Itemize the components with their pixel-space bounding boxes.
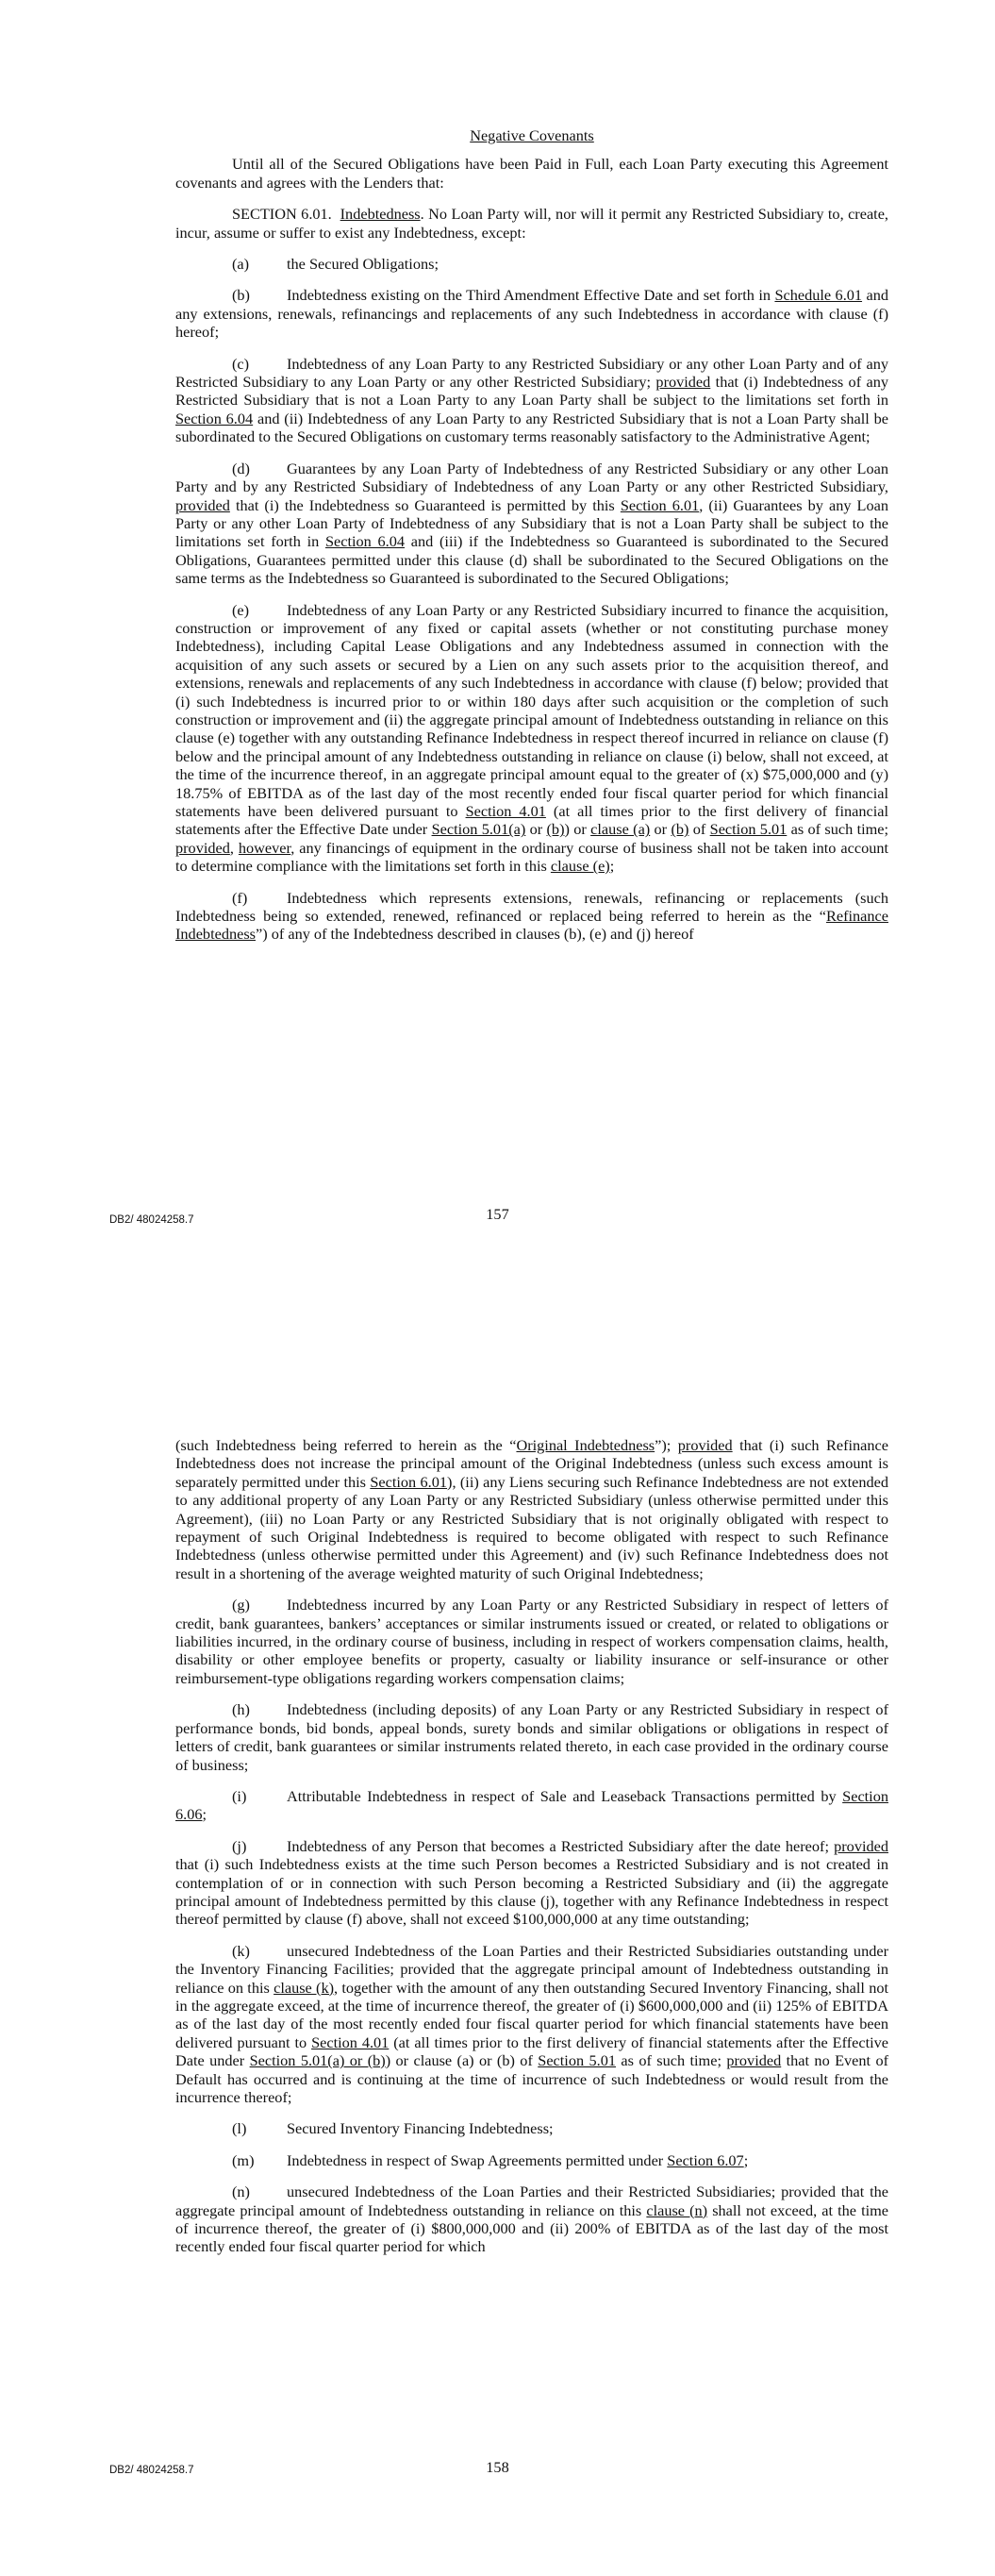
clause-l: (l) Secured Inventory Financing Indebtedness; [232, 2119, 554, 2138]
clause-m: (m) Indebtedness in respect of Swap Agreements permitted under Section 6.07; [232, 2150, 749, 2169]
section-ref: Section 6.04 [175, 409, 254, 427]
clause-c: (c) Indebtedness of any Loan Party to any Restricted Subsidiary or any other Loan Party and of any Restricted Subsidiary to any Loan Party or any other Restricted Subsidiary; provided that (i) Indebtedness of any Restricted Subsidiary that is not a Loan Party to any Loan Party shall be subject to the limitations set forth in Section 6.04 and (ii) Indebtedness of any Loan Party to any Restricted Subsidiary that is not a Loan Party shall be subordinated to the Secured Obligations on customary terms reasonably satisfactory to the Administrative Agent; [175, 354, 888, 446]
clause-f-continued: (such Indebtedness being referred to herein as the “Original Indebtedness”); provided that (i) such Refinance Indebtedness does not increase the principal amount of the Original Indebtedness (unless such excess amount is separately permitted under this Section 6.01), (ii) any Liens securing such Refinance Indebtedness are not extended to any additional property of any Loan Party or any Restricted Subsidiary (unless otherwise permitted under this Agreement), (iii) no Loan Party or any Restricted Subsidiary that is not originally obligated with respect to repayment of such Original Indebtedness is required to become obligated with respect to such Refinance Indebtedness (unless otherwise permitted under this Agreement) and (iv) such Refinance Indebtedness does not result in a shortening of the average weighted maturity of such Original Indebtedness; [175, 1436, 888, 1582]
section-heading: Indebtedness [340, 205, 421, 224]
section-ref: Section 6.07 [667, 2150, 744, 2169]
clause-i: (i) Attributable Indebtedness in respect of Sale and Leaseback Transactions permitted by Section 6.06; [175, 1786, 888, 1824]
page-number: 158 [486, 2458, 509, 2476]
page-body [175, 126, 888, 957]
page-158 [0, 1288, 995, 2576]
section-ref: Section 6.01 [370, 1472, 448, 1491]
intro-paragraph: Until all of the Secured Obligations have been Paid in Full, each Loan Party executing this Agreement covenants and agrees with the Lenders that: [175, 155, 888, 192]
section-ref: Section 6.04 [324, 532, 406, 551]
page-body [175, 1436, 888, 2269]
clause-h: (h) Indebtedness (including deposits) of any Loan Party or any Restricted Subsidiary in respect of performance bonds, bid bonds, appeal bonds, surety bonds and similar obligations or obligations in respect of letters of credit, bank guarantees or similar instruments related thereto, in each case provided in the ordinary course of business; [175, 1700, 888, 1774]
defined-term: Refinance Indebtedness [175, 907, 888, 944]
clause-g: (g) Indebtedness incurred by any Loan Party or any Restricted Subsidiary in respect of letters of credit, bank guarantees, bankers’ acceptances or similar instruments issued or created, or related to obligations or liabilities incurred, in the ordinary course of business, including in respect of workers compensation claims, health, disability or other employee benefits or property, casualty or liability insurance or self-insurance or other reimbursement-type obligations regarding workers compensation claims; [175, 1596, 888, 1687]
section-ref: Section 6.01 [620, 495, 700, 514]
clause-f: (f) Indebtedness which represents extensions, renewals, refinancing or replacements (such Indebtedness being so extended, renewed, refinanced or replaced being referred to herein as the “Refinance Indebtedness”) of any of the Indebtedness described in clauses (b), (e) and (j) hereof [175, 888, 888, 944]
clause-d: (d) Guarantees by any Loan Party of Indebtedness of any Restricted Subsidiary or any other Loan Party and by any Restricted Subsidiary of Indebtedness of any Loan Party or any other Restricted Subsidiary, provided that (i) the Indebtedness so Guaranteed is permitted by this Section 6.01, (ii) Guarantees by any Loan Party or any other Loan Party of Indebtedness of any Subsidiary that is not a Loan Party shall be subject to the limitations set forth in Section 6.04 and (iii) if the Indebtedness so Guaranteed is subordinated to the Secured Obligations, Guarantees permitted under this clause (d) shall be subordinated to the Secured Obligations on the same terms as the Indebtedness so Guaranteed is subordinated to the Secured Obligations; [175, 459, 889, 588]
defined-term: Original Indebtedness [516, 1436, 655, 1454]
section-ref: Section 6.06 [175, 1786, 888, 1824]
section-6-01: SECTION 6.01. Indebtedness. No Loan Party will, nor will it permit any Restricted Subsidiary to, create, incur, assume or suffer to exist any Indebtedness, except: [175, 205, 889, 242]
clause-a: (a) the Secured Obligations; [232, 255, 439, 274]
page-number: 157 [486, 1205, 509, 1223]
clause-b: (b) Indebtedness existing on the Third Amendment Effective Date and set forth in Schedule 6.01 and any extensions, renewals, refinancings and replacements of any such Indebtedness in accordance with clause (f) hereof; [175, 286, 888, 342]
schedule-link: Schedule 6.01 [774, 286, 863, 305]
section-number: SECTION 6.01. [232, 205, 332, 224]
clause-e: (e) Indebtedness of any Loan Party or any Restricted Subsidiary incurred to finance the acquisition, construction or improvement of any fixed or capital assets (whether or not constituting purchase money Indebtedness), including Capital Lease Obligations and any Indebtedness assumed in connection with the acquisition of any such assets or secured by a Lien on any such assets prior to the acquisition thereof, and extensions, renewals and replacements of any such Indebtedness in accordance with clause (f) below; provided that (i) such Indebtedness is incurred prior to or within 180 days after such acquisition or the completion of such construction or improvement and (ii) the aggregate principal amount of Indebtedness outstanding in reliance on this clause (e) together with any outstanding Refinance Indebtedness in respect thereof incurred in reliance on clause (f) below and the principal amount of any Indebtedness outstanding in reliance on clause (i) below, shall not exceed, at the time of the incurrence thereof, in an aggregate principal amount equal to the greater of (x) $75,000,000 and (y) 18.75% of EBITDA as of the last day of the most recently ended four fiscal quarter period for which financial statements have been delivered pursuant to Section 4.01 (at all times prior to the first delivery of financial statements after the Effective Date under Section 5.01(a) or (b)) or clause (a) or (b) of Section 5.01 as of such time; provided, however, any financings of equipment in the ordinary course of business shall not be taken into account to determine compliance with the limitations set forth in this clause (e); [175, 600, 889, 876]
section-ref: Section 4.01 [465, 802, 546, 820]
clause-k: (k) unsecured Indebtedness of the Loan Parties and their Restricted Subsidiaries outstanding under the Inventory Financing Facilities; provided that the aggregate principal amount of Indebtedness outstanding in reliance on this clause (k), together with the amount of any then outstanding Secured Inventory Financing, shall not in the aggregate exceed, at the time of incurrence thereof, the greater of (i) $600,000,000 and (ii) 125% of EBITDA as of the last day of the most recently ended four fiscal quarter period for which financial statements have been delivered pursuant to Section 4.01 (at all times prior to the first delivery of financial statements after the Effective Date under Section 5.01(a) or (b)) or clause (a) or (b) of Section 5.01 as of such time; provided that no Event of Default has occurred and is continuing at the time of incurrence of such Indebtedness or would result from the incurrence thereof; [175, 1941, 889, 2106]
footer-doc-id: DB2/ 48024258.7 [109, 1214, 194, 1226]
section-ref: Section 4.01 [311, 2032, 390, 2051]
footer-doc-id: DB2/ 48024258.7 [109, 2465, 194, 2476]
clause-j: (j) Indebtedness of any Person that becomes a Restricted Subsidiary after the date hereof; provided that (i) such Indebtedness exists at the time such Person becomes a Restricted Subsidiary and is not created in contemplation of or in connection with such Person becoming a Restricted Subsidiary and (ii) the aggregate principal amount of Indebtedness permitted by this clause (j), together with any Refinance Indebtedness in respect thereof permitted by clause (f) above, shall not exceed $100,000,000 at any time outstanding; [175, 1836, 888, 1929]
page-title: Negative Covenants [470, 126, 594, 144]
clause-n: (n) unsecured Indebtedness of the Loan Parties and their Restricted Subsidiaries; provided that the aggregate principal amount of Indebtedness outstanding in reliance on this clause (n) shall not exceed, at the time of incurrence thereof, the greater of (i) $800,000,000 and (ii) 200% of EBITDA as of the last day of the most recently ended four fiscal quarter period for which [175, 2183, 889, 2256]
